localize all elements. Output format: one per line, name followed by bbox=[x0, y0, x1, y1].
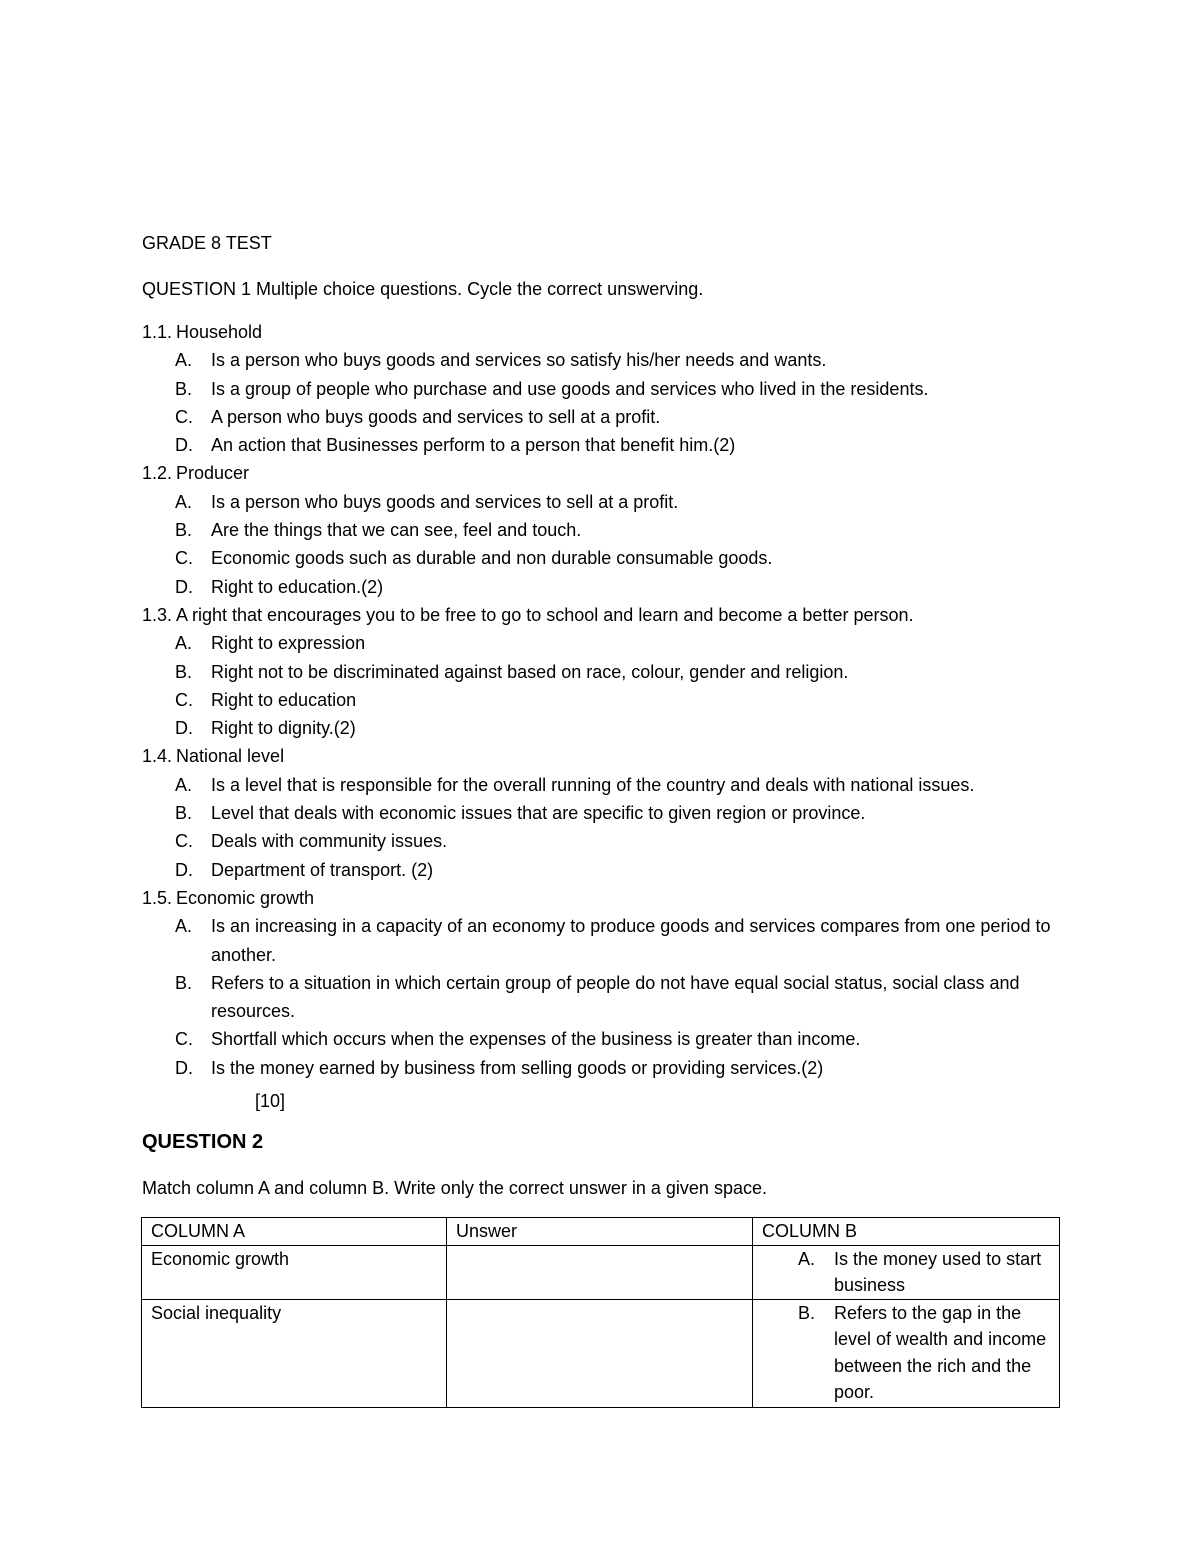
question-stem bbox=[142, 318, 1082, 346]
question-number: 1.5. bbox=[142, 887, 173, 908]
table-row bbox=[142, 1299, 1060, 1407]
option-letter: A. bbox=[175, 774, 193, 795]
answer-cell[interactable] bbox=[447, 1299, 753, 1407]
option-text: Deals with community issues. bbox=[211, 831, 448, 852]
option-c[interactable] bbox=[142, 827, 1082, 855]
question-text: National level bbox=[176, 746, 285, 767]
question-2-instruction: Match column A and column B. Write only the correct unswer in a given space. bbox=[142, 1178, 767, 1198]
option-d[interactable] bbox=[142, 431, 1082, 459]
option-a[interactable] bbox=[142, 771, 1082, 799]
option-letter: D. bbox=[175, 718, 193, 739]
option-a[interactable] bbox=[142, 488, 1082, 516]
document-title: GRADE 8 TEST bbox=[142, 233, 272, 253]
matching-table bbox=[141, 1217, 1060, 1408]
question-text: Economic growth bbox=[176, 887, 315, 908]
question-1-3 bbox=[142, 601, 1082, 742]
option-letter: C. bbox=[175, 548, 193, 569]
question-text: Producer bbox=[176, 463, 250, 484]
question-number: 1.3. bbox=[142, 604, 173, 625]
question-1-5 bbox=[142, 884, 1082, 1082]
question-text: A right that encourages you to be free to go to school and learn and become a better person. bbox=[176, 604, 914, 625]
option-letter: A. bbox=[175, 633, 193, 654]
option-letter: A. bbox=[175, 916, 193, 937]
option-d[interactable] bbox=[142, 856, 1082, 884]
option-a[interactable] bbox=[142, 629, 1082, 657]
option-letter: D. bbox=[175, 576, 193, 597]
column-b-item bbox=[762, 1246, 1050, 1299]
option-text: Right to education.(2) bbox=[211, 576, 384, 597]
option-text: Right to dignity.(2) bbox=[211, 718, 356, 739]
question-1-4 bbox=[142, 742, 1082, 883]
column-b-letter: A. bbox=[798, 1248, 816, 1269]
option-text: Right to education bbox=[211, 689, 357, 710]
option-text: Is a group of people who purchase and use goods and services who lived in the residents. bbox=[211, 378, 929, 399]
option-d[interactable] bbox=[142, 714, 1082, 742]
column-b-letter: B. bbox=[798, 1302, 816, 1323]
option-letter: C. bbox=[175, 1029, 193, 1050]
question-2-heading: QUESTION 2 bbox=[142, 1131, 264, 1153]
option-text: Right to expression bbox=[211, 633, 366, 654]
option-text: An action that Businesses perform to a person that benefit him.(2) bbox=[211, 435, 736, 456]
option-text: Is a person who buys goods and services to sell at a profit. bbox=[211, 491, 679, 512]
column-a-header: COLUMN A bbox=[142, 1218, 447, 1246]
option-text: Are the things that we can see, feel and touch. bbox=[211, 520, 582, 541]
column-b-cell bbox=[753, 1299, 1060, 1407]
option-letter: A. bbox=[175, 350, 193, 371]
question-1-list bbox=[142, 318, 1082, 1082]
option-letter: D. bbox=[175, 859, 193, 880]
option-letter: B. bbox=[175, 661, 193, 682]
option-letter: B. bbox=[175, 972, 193, 993]
column-b-cell bbox=[753, 1245, 1060, 1299]
option-c[interactable] bbox=[142, 686, 1082, 714]
option-b[interactable] bbox=[142, 799, 1082, 827]
question-number: 1.4. bbox=[142, 746, 173, 767]
option-letter: D. bbox=[175, 1057, 193, 1078]
option-c[interactable] bbox=[142, 1025, 1082, 1053]
question-number: 1.2. bbox=[142, 463, 173, 484]
option-text: Is the money earned by business from selling goods or providing services.(2) bbox=[211, 1057, 824, 1078]
option-text: Is a level that is responsible for the overall running of the country and deals with national issues. bbox=[211, 774, 975, 795]
column-b-header: COLUMN B bbox=[753, 1218, 1060, 1246]
option-d[interactable] bbox=[142, 573, 1082, 601]
table-header-row bbox=[142, 1218, 1060, 1246]
option-text: Refers to a situation in which certain group of people do not have equal social status, social class and resources. bbox=[211, 972, 1020, 1022]
option-text: Department of transport. (2) bbox=[211, 859, 434, 880]
column-b-text: Refers to the gap in the level of wealth and income between the rich and the poor. bbox=[834, 1302, 1047, 1402]
option-letter: A. bbox=[175, 491, 193, 512]
option-letter: D. bbox=[175, 435, 193, 456]
option-text: Economic goods such as durable and non durable consumable goods. bbox=[211, 548, 773, 569]
option-b[interactable] bbox=[142, 375, 1082, 403]
option-text: Right not to be discriminated against based on race, colour, gender and religion. bbox=[211, 661, 849, 682]
column-a-cell: Social inequality bbox=[142, 1299, 447, 1407]
option-text: Is an increasing in a capacity of an economy to produce goods and services compares from one period to another. bbox=[211, 916, 1051, 965]
option-letter: B. bbox=[175, 803, 193, 824]
question-stem bbox=[142, 459, 1082, 487]
question-stem bbox=[142, 601, 1082, 629]
option-letter: C. bbox=[175, 406, 193, 427]
option-d[interactable] bbox=[142, 1054, 1082, 1082]
option-letter: B. bbox=[175, 520, 193, 541]
question-1-instruction: QUESTION 1 Multiple choice questions. Cycle the correct unswerving. bbox=[142, 279, 704, 299]
option-b[interactable] bbox=[142, 658, 1082, 686]
question-stem bbox=[142, 884, 1082, 912]
option-text: A person who buys goods and services to sell at a profit. bbox=[211, 406, 661, 427]
question-1-total-marks: [10] bbox=[255, 1091, 286, 1111]
option-letter: C. bbox=[175, 831, 193, 852]
column-a-cell: Economic growth bbox=[142, 1245, 447, 1299]
answer-cell[interactable] bbox=[447, 1245, 753, 1299]
option-c[interactable] bbox=[142, 403, 1082, 431]
question-number: 1.1. bbox=[142, 322, 173, 342]
question-1-2 bbox=[142, 459, 1082, 600]
answer-column-header: Unswer bbox=[447, 1218, 753, 1246]
option-text: Is a person who buys goods and services so satisfy his/her needs and wants. bbox=[211, 350, 827, 371]
option-b[interactable] bbox=[142, 516, 1082, 544]
column-b-text: Is the money used to start business bbox=[834, 1248, 1042, 1295]
option-a[interactable] bbox=[142, 912, 1082, 969]
option-c[interactable] bbox=[142, 544, 1082, 572]
option-a[interactable] bbox=[142, 346, 1082, 374]
option-letter: B. bbox=[175, 378, 193, 399]
question-stem bbox=[142, 742, 1082, 770]
option-letter: C. bbox=[175, 689, 193, 710]
column-b-item bbox=[762, 1300, 1050, 1406]
option-text: Level that deals with economic issues that are specific to given region or province. bbox=[211, 803, 866, 824]
question-text: Household bbox=[176, 322, 263, 342]
option-text: Shortfall which occurs when the expenses of the business is greater than income. bbox=[211, 1029, 861, 1050]
option-b[interactable] bbox=[142, 969, 1082, 1026]
table-row bbox=[142, 1245, 1060, 1299]
question-1-1 bbox=[142, 318, 1082, 459]
